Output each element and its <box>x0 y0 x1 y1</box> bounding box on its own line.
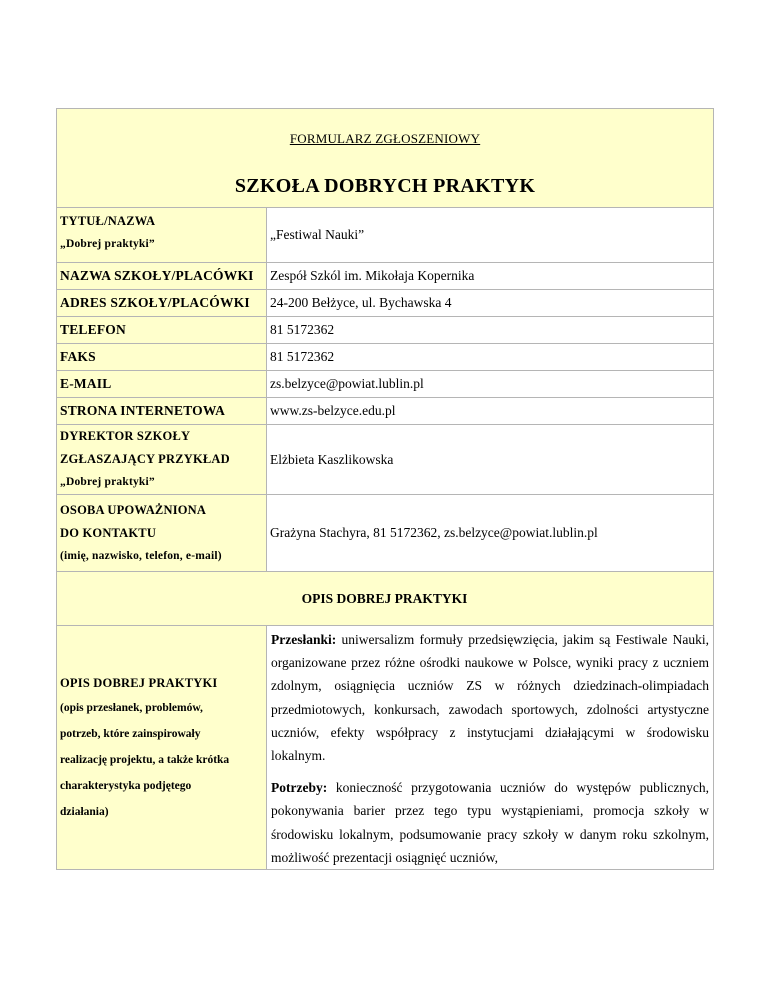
opis-label-sub5: działania) <box>60 805 109 818</box>
faks-value: 81 5172362 <box>267 344 714 371</box>
przeslanki-label: Przesłanki: <box>271 632 337 647</box>
form-subtitle: FORMULARZ ZGŁOSZENIOWY <box>289 131 481 146</box>
www-value: www.zs-belzyce.edu.pl <box>267 398 714 425</box>
row-osoba <box>57 495 714 572</box>
row-telefon <box>57 317 714 344</box>
opis-description <box>267 626 714 870</box>
tytul-value: „Festiwal Nauki” <box>267 208 714 263</box>
potrzeby-text: konieczność przygotowania uczniów do występów publicznych, pokonywania barier przez tego typu wystąpieniami, promocja szkoły w środowisku lokalnym, podsumowanie pracy szkoły w danym roku szkolnym, możliwość prezentacji osiągnięć uczniów, <box>271 780 710 865</box>
tytul-label-line1: TYTUŁ/NAZWA <box>60 214 156 228</box>
dyrektor-value: Elżbieta Kaszlikowska <box>267 425 714 495</box>
opis-label-title: OPIS DOBREJ PRAKTYKI <box>60 675 218 690</box>
row-faks <box>57 344 714 371</box>
osoba-label-line2: DO KONTAKTU <box>60 525 157 540</box>
osoba-value: Grażyna Stachyra, 81 5172362, zs.belzyce@powiat.lublin.pl <box>267 495 714 572</box>
row-opis <box>57 626 714 870</box>
www-label: STRONA INTERNETOWA <box>57 398 267 425</box>
form-page <box>56 108 713 870</box>
email-label: E-MAIL <box>57 371 267 398</box>
row-email <box>57 371 714 398</box>
dyrektor-label-line1: DYREKTOR SZKOŁY <box>60 429 191 443</box>
telefon-label: TELEFON <box>57 317 267 344</box>
row-tytul <box>57 208 714 263</box>
row-dyrektor <box>57 425 714 495</box>
application-form-table <box>56 108 714 870</box>
row-szkola <box>57 263 714 290</box>
dyrektor-label-line2: ZGŁASZAJĄCY PRZYKŁAD <box>60 452 230 466</box>
form-title: SZKOŁA DOBRYCH PRAKTYK <box>234 175 536 197</box>
dyrektor-label-line3: „Dobrej praktyki” <box>60 476 155 488</box>
przeslanki-paragraph <box>271 628 709 767</box>
opis-label-sub1: (opis przesłanek, problemów, <box>60 701 203 714</box>
faks-label: FAKS <box>57 344 267 371</box>
osoba-label-line1: OSOBA UPOWAŻNIONA <box>60 502 207 517</box>
szkola-label: NAZWA SZKOŁY/PLACÓWKI <box>57 263 267 290</box>
opis-label-sub3: realizację projektu, a także krótka <box>60 753 230 766</box>
szkola-value: Zespół Szkól im. Mikołaja Kopernika <box>267 263 714 290</box>
telefon-value: 81 5172362 <box>267 317 714 344</box>
tytul-label-line2: „Dobrej praktyki” <box>60 238 155 250</box>
row-www <box>57 398 714 425</box>
adres-label: ADRES SZKOŁY/PLACÓWKI <box>57 290 267 317</box>
row-adres <box>57 290 714 317</box>
opis-label-sub2: potrzeb, które zainspirowały <box>60 727 201 740</box>
dyrektor-label-cell <box>57 425 267 495</box>
opis-section-title: OPIS DOBREJ PRAKTYKI <box>57 572 714 626</box>
form-header <box>57 109 714 208</box>
potrzeby-label: Potrzeby: <box>271 780 328 796</box>
tytul-label-cell <box>57 208 267 263</box>
row-opis-header <box>57 572 714 626</box>
opis-label-cell <box>57 626 267 870</box>
osoba-label-cell <box>57 495 267 572</box>
email-value: zs.belzyce@powiat.lublin.pl <box>267 371 714 398</box>
opis-label-sub4: charakterystyka podjętego <box>60 779 192 792</box>
osoba-label-line3: (imię, nazwisko, telefon, e-mail) <box>60 549 222 562</box>
adres-value: 24-200 Bełżyce, ul. Bychawska 4 <box>267 290 714 317</box>
przeslanki-text: uniwersalizm formuły przedsięwzięcia, jakim są Festiwale Nauki, organizowane przez różne ośrodki naukowe w Polsce, wyniki pracy z uczniem zdolnym, osiągnięcia uczniów ZS w różnych dziedzinach-olimpiadach przedmiotowych, konkursach, zawodach sportowych, zdolności artystyczne uczniów, efekty współpracy z instytucjami działającymi w środowisku lokalnym. <box>271 632 710 764</box>
form-header-row <box>57 109 714 208</box>
potrzeby-paragraph <box>271 776 709 869</box>
